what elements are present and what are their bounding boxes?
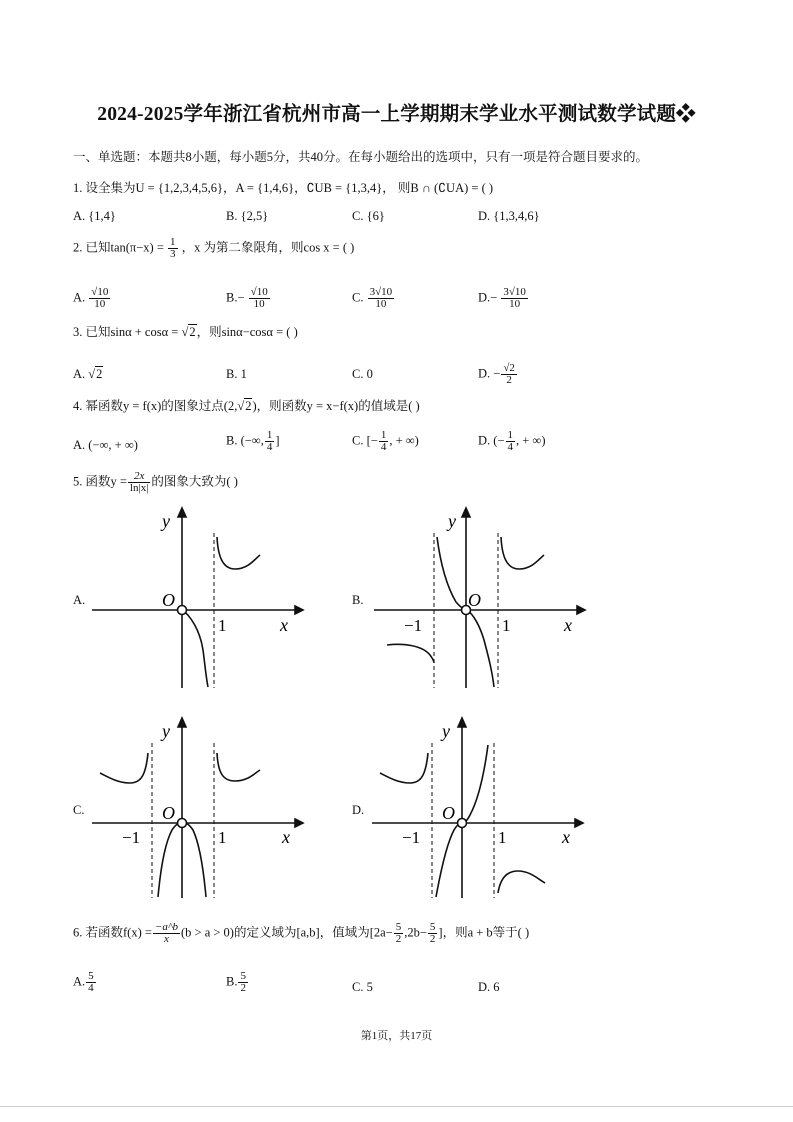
q5-graph-c (90, 715, 310, 905)
q4-stem: 4. 幂函数y = f(x)的图象过点(2,√2)，则函数y = x−f(x)的值域是( ) (73, 399, 420, 413)
q2-opt-a-den: 10 (89, 298, 110, 310)
q3-option-d (478, 363, 518, 386)
q3-stem (73, 322, 298, 340)
q6-f1-num: 5 (395, 921, 402, 933)
q3-opt-d-fraction: $\frac{√2}{2}$ (503, 362, 515, 386)
q4-stem-text-b: )，则函数y = x−f(x)的值域是( ) (252, 399, 420, 413)
q6-opt-b-den: 2 (240, 982, 246, 994)
q3-option-a: A. √2 (73, 367, 103, 381)
graph-c-y-label: y (162, 721, 170, 741)
q2-option-c (352, 287, 395, 310)
q6-stem (73, 922, 529, 945)
graph-d-neg-one-label: −1 (402, 828, 421, 847)
graph-d-x-label: x (562, 827, 570, 847)
q2-stem-text-b: ，x 为第二象限角，则cos x = ( ) (181, 240, 355, 255)
q4-opt-c-text-b: , + ∞) (389, 433, 419, 448)
graph-d-origin: O (442, 803, 455, 823)
q4-option-c (352, 430, 419, 453)
q2-frac-num: 1 (170, 236, 176, 248)
q2-opt-c-den: 10 (368, 298, 395, 310)
q4-stem-text-a: 4. 幂函数y = f(x)的图象过点(2, (73, 399, 238, 413)
q2-opt-d-label: D. (478, 290, 491, 305)
q2-opt-b-rad: 10 (256, 286, 268, 298)
graph-b-y-label: y (448, 511, 456, 531)
q6-opt-a-label: A. (73, 974, 86, 989)
q4-opt-b-text-b: ] (275, 433, 280, 448)
graph-b-x-label: x (564, 615, 572, 635)
q5-graph-b-label: B. (352, 593, 364, 607)
q2-opt-c-rad: 10 (381, 286, 393, 298)
q4-opt-b-den: 4 (266, 441, 273, 453)
graph-a-origin: O (162, 590, 175, 610)
q3-opt-d-label: D. − (478, 366, 501, 381)
q2-opt-d-rad: 10 (514, 286, 526, 298)
q2-opt-b-den: 10 (249, 298, 270, 310)
q1-option-a: A. {1,4} (73, 209, 116, 223)
graph-b-origin: O (468, 590, 481, 610)
q2-opt-b-label: B. (226, 290, 238, 305)
q5-stem (73, 471, 238, 494)
q3-rad: 2 (189, 325, 196, 339)
graph-d-y-label: y (442, 721, 450, 741)
q2-opt-c-fraction: $\frac{3√10}{10}$ (369, 286, 393, 310)
q3-option-c: C. 0 (352, 367, 373, 381)
q1-option-b: B. {2,5} (226, 209, 269, 223)
q2-option-d (478, 287, 529, 310)
q6-frac-den: x (153, 933, 180, 945)
q2-fraction (168, 237, 178, 260)
q5-graph-d-label: D. (352, 803, 365, 817)
q3-opt-a-label: A. (73, 367, 86, 381)
q6-stem-text-a: 6. 若函数f(x) = (73, 925, 152, 940)
q2-opt-d-sign: − (490, 290, 498, 305)
graph-a-x-label: x (280, 615, 288, 635)
q5-stem-text-a: 5. 函数y = (73, 474, 127, 489)
q3-option-b: B. 1 (226, 367, 247, 381)
q2-opt-a-label: A. (73, 290, 86, 305)
q6-opt-a-den: 4 (88, 982, 94, 994)
q4-option-d (478, 430, 546, 453)
graph-c-origin: O (162, 803, 175, 823)
q3-sqrt: √2 (181, 325, 196, 339)
q6-f2-den: 2 (429, 933, 436, 945)
q6-option-c: C. 5 (352, 980, 373, 994)
q4-opt-c-text-a: C. [− (352, 433, 378, 448)
q6-option-b (226, 971, 249, 994)
q6-opt-b-num: 5 (240, 970, 246, 982)
page-footer: 第1页，共17页 (360, 1030, 433, 1042)
q5-graph-d (370, 715, 590, 905)
q2-opt-d-coef: 3 (503, 286, 509, 298)
q2-opt-c-coef: 3 (369, 286, 376, 298)
q4-opt-b-num: 1 (266, 429, 273, 441)
q5-graph-c-label: C. (73, 803, 85, 817)
q6-f2-num: 5 (429, 921, 436, 933)
graph-c-one-label: 1 (218, 828, 227, 847)
q2-opt-d-den: 10 (501, 298, 528, 310)
q4-opt-d-den: 4 (507, 441, 513, 453)
q6-stem-text-d: ]，则a + b等于( ) (438, 925, 530, 940)
q2-opt-b-sign: − (237, 290, 245, 305)
q6-option-a (73, 971, 97, 994)
q2-opt-b-fraction: $\frac{√10}{10}$ (250, 286, 268, 310)
q1-stem: 1. 设全集为U = {1,2,3,4,5,6}，A = {1,4,6}，∁UB = {1,3,4}， 则B ∩ (∁UA) = ( ) (73, 181, 494, 195)
q4-opt-d-num: 1 (507, 429, 513, 441)
q6-stem-text-b: (b > a > 0)的定义域为[a,b]，值域为[2a− (181, 925, 393, 940)
q6-f1-den: 2 (395, 933, 402, 945)
q6-opt-a-num: 5 (88, 970, 94, 982)
q4-opt-b-text-a: B. (−∞, (226, 433, 264, 448)
q2-stem-text-a: 2. 已知tan(π−x) = (73, 240, 164, 255)
graph-b-one-label: 1 (502, 616, 511, 635)
graph-b-neg-one-label: −1 (404, 616, 423, 635)
q2-option-b (226, 287, 271, 310)
graph-a-one-label: 1 (218, 616, 227, 635)
bottom-divider (0, 1106, 793, 1107)
q4-opt-c-den: 4 (380, 441, 387, 453)
q3-opt-a-rad: 2 (96, 367, 103, 381)
q4-opt-d-text-a: D. (− (478, 433, 505, 448)
q3-opt-d-den: 2 (501, 374, 517, 386)
graph-c-x-label: x (282, 827, 290, 847)
q3-stem-text-a: 3. 已知sinα + cosα = (73, 325, 179, 339)
q5-graph-a (90, 505, 310, 695)
q5-frac-num: 2x (133, 470, 145, 482)
graph-d-one-label: 1 (498, 828, 507, 847)
q4-option-b (226, 430, 280, 453)
section-heading: 一、单选题：本题共8小题，每小题5分，共40分。在每小题给出的选项中，只有一项是符合题目要求的。 (73, 150, 649, 164)
q5-graph-b (372, 505, 592, 695)
q5-frac-den: ln|x| (129, 482, 149, 494)
q2-stem (73, 237, 354, 260)
q5-stem-text-b: 的图象大致为( ) (151, 474, 238, 489)
q4-option-a: A. (−∞, + ∞) (73, 438, 138, 452)
q3-stem-text-b: ，则sinα−cosα = ( ) (196, 325, 298, 339)
q2-opt-c-label: C. (352, 290, 364, 305)
graph-a-y-label: y (162, 511, 170, 531)
graph-c-neg-one-label: −1 (122, 828, 141, 847)
q2-option-a (73, 287, 111, 310)
q2-opt-d-fraction: $\frac{3√10}{10}$ (503, 286, 526, 310)
q4-rad: 2 (245, 399, 252, 413)
q6-frac-num: −a^b (154, 921, 178, 933)
q5-graph-a-label: A. (73, 593, 86, 607)
q6-stem-text-c: ,2b− (404, 925, 427, 940)
q3-opt-d-rad: 2 (509, 362, 515, 374)
q2-opt-a-rad: 10 (97, 286, 109, 298)
q2-opt-a-fraction: $\frac{√10}{10}$ (91, 286, 109, 310)
q1-option-d: D. {1,3,4,6} (478, 209, 540, 223)
q6-opt-b-label: B. (226, 974, 238, 989)
q2-frac-den: 3 (170, 248, 176, 260)
q4-opt-c-num: 1 (380, 429, 387, 441)
page-title: 2024-2025学年浙江省杭州市高一上学期期末学业水平测试数学试题❖ (97, 104, 696, 125)
q4-opt-d-text-b: , + ∞) (516, 433, 546, 448)
q6-option-d: D. 6 (478, 980, 500, 994)
q1-option-c: C. {6} (352, 209, 385, 223)
